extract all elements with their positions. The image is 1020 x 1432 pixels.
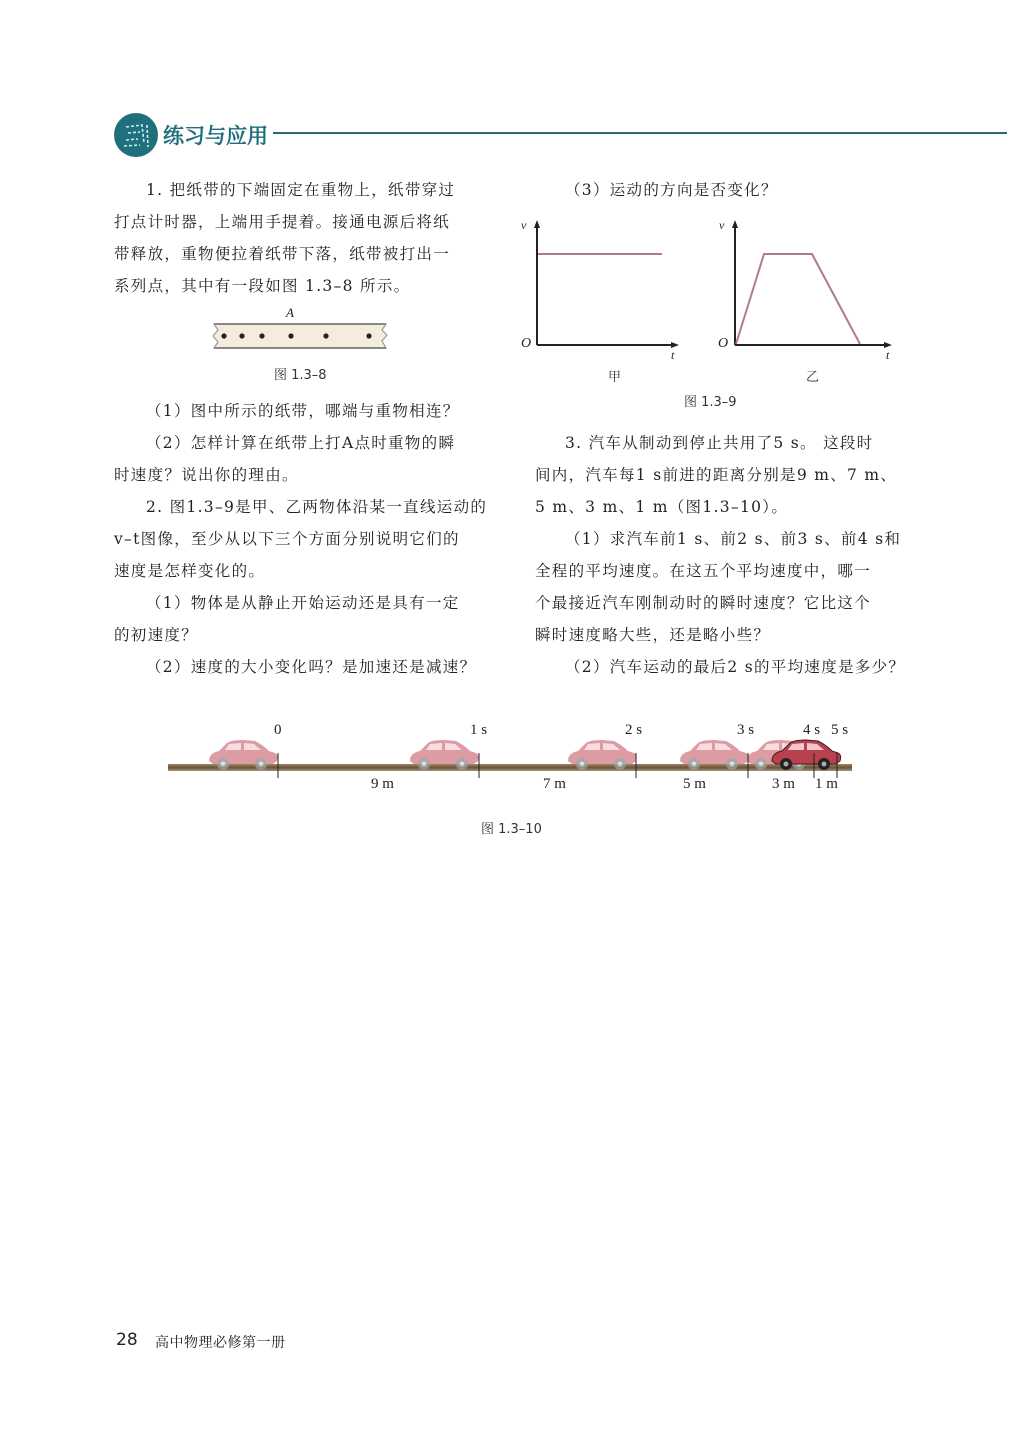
header-divider — [273, 132, 1007, 134]
q2-line-2: v–t图像，至少从以下三个方面分别说明它们的 — [114, 530, 460, 548]
origin-label: O — [521, 336, 532, 351]
v-axis-label: v — [521, 218, 527, 232]
distance-label-5m: 5 m — [683, 776, 706, 792]
figure-car-braking — [160, 715, 860, 805]
time-label-4s: 4 s — [803, 722, 821, 738]
distance-label-7m: 7 m — [543, 776, 566, 792]
section-icon — [114, 113, 158, 157]
graph-jia-label: 甲 — [608, 370, 622, 385]
car-braking-illustration — [160, 715, 860, 805]
q1-sub2-line-1: （2）怎样计算在纸带上打A点时重物的瞬 — [146, 434, 456, 452]
q1-line-1: 1. 把纸带的下端固定在重物上，纸带穿过 — [146, 181, 456, 199]
q3-sub1-line-2: 全程的平均速度。在这五个平均速度中，哪一 — [535, 562, 872, 580]
q3-line-1: 3. 汽车从制动到停止共用了5 s。 这段时 — [565, 434, 874, 452]
time-label-3s: 3 s — [737, 722, 755, 738]
q2-line-1: 2. 图1.3–9是甲、乙两物体沿某一直线运动的 — [146, 498, 488, 516]
q1-line-3: 带释放，重物便拉着纸带下落，纸带被打出一 — [114, 245, 451, 263]
figure-paper-tape — [210, 305, 390, 355]
q3-sub1-line-4: 瞬时速度略大些，还是略小些？ — [535, 626, 771, 644]
q1-sub1: （1）图中所示的纸带，哪端与重物相连？ — [146, 402, 460, 420]
q2-sub3: （3）运动的方向是否变化？ — [565, 181, 778, 199]
q3-sub2: （2）汽车运动的最后2 s的平均速度是多少？ — [565, 658, 906, 676]
vt-graph-jia-plot — [517, 218, 682, 363]
origin-label: O — [718, 336, 729, 351]
q3-line-3: 5 m、3 m、1 m（图1.3–10）。 — [535, 498, 789, 516]
section-title: 练习与应用 — [163, 124, 268, 148]
page-number: 28 — [116, 1330, 138, 1350]
time-label-1s: 1 s — [470, 722, 488, 738]
exercise-icon — [114, 113, 158, 157]
book-title: 高中物理必修第一册 — [155, 1335, 286, 1351]
question-3 — [535, 427, 906, 683]
q3-sub1-line-3: 个最接近汽车刚制动时的瞬时速度？它比这个 — [535, 594, 872, 612]
q2-line-3: 速度是怎样变化的。 — [114, 562, 266, 580]
paper-tape-icon — [210, 321, 390, 351]
q2-sub2: （2）速度的大小变化吗？是加速还是减速？ — [146, 658, 477, 676]
question-1 — [114, 174, 482, 302]
vt-graph-jia — [517, 218, 682, 363]
q3-sub1-line-1: （1）求汽车前1 s、前2 s、前3 s、前4 s和 — [565, 530, 902, 548]
q1-line-4: 系列点，其中有一段如图 1.3–8 所示。 — [114, 277, 411, 295]
figure-1-3-8-caption: 图 1.3–8 — [274, 368, 327, 383]
t-axis-label: t — [886, 348, 890, 362]
time-label-5s: 5 s — [831, 722, 849, 738]
v-axis-label: v — [719, 218, 725, 232]
vt-graph-yi — [716, 218, 896, 363]
question-1-subparts — [114, 395, 482, 491]
distance-label-9m: 9 m — [371, 776, 394, 792]
figure-1-3-10-caption: 图 1.3–10 — [481, 822, 542, 837]
q1-line-2: 打点计时器，上端用手提着。接通电源后将纸 — [114, 213, 451, 231]
distance-label-3m: 3 m — [772, 776, 795, 792]
vt-graph-yi-plot — [716, 218, 896, 363]
q2-sub1-line-2: 的初速度？ — [114, 626, 199, 644]
q3-line-2: 间内，汽车每1 s前进的距离分别是9 m、7 m、 — [535, 466, 898, 484]
graph-yi-label: 乙 — [806, 370, 820, 385]
q2-sub1-line-1: （1）物体是从静止开始运动还是具有一定 — [146, 594, 460, 612]
time-label-0: 0 — [274, 722, 282, 738]
point-a-label: A — [286, 305, 294, 320]
distance-label-1m: 1 m — [815, 776, 838, 792]
figure-1-3-9-caption: 图 1.3–9 — [684, 395, 737, 410]
question-2-sub3 — [535, 174, 897, 206]
q1-sub2-line-2: 时速度？说出你的理由。 — [114, 466, 299, 484]
t-axis-label: t — [671, 348, 675, 362]
question-2 — [114, 491, 488, 683]
time-label-2s: 2 s — [625, 722, 643, 738]
